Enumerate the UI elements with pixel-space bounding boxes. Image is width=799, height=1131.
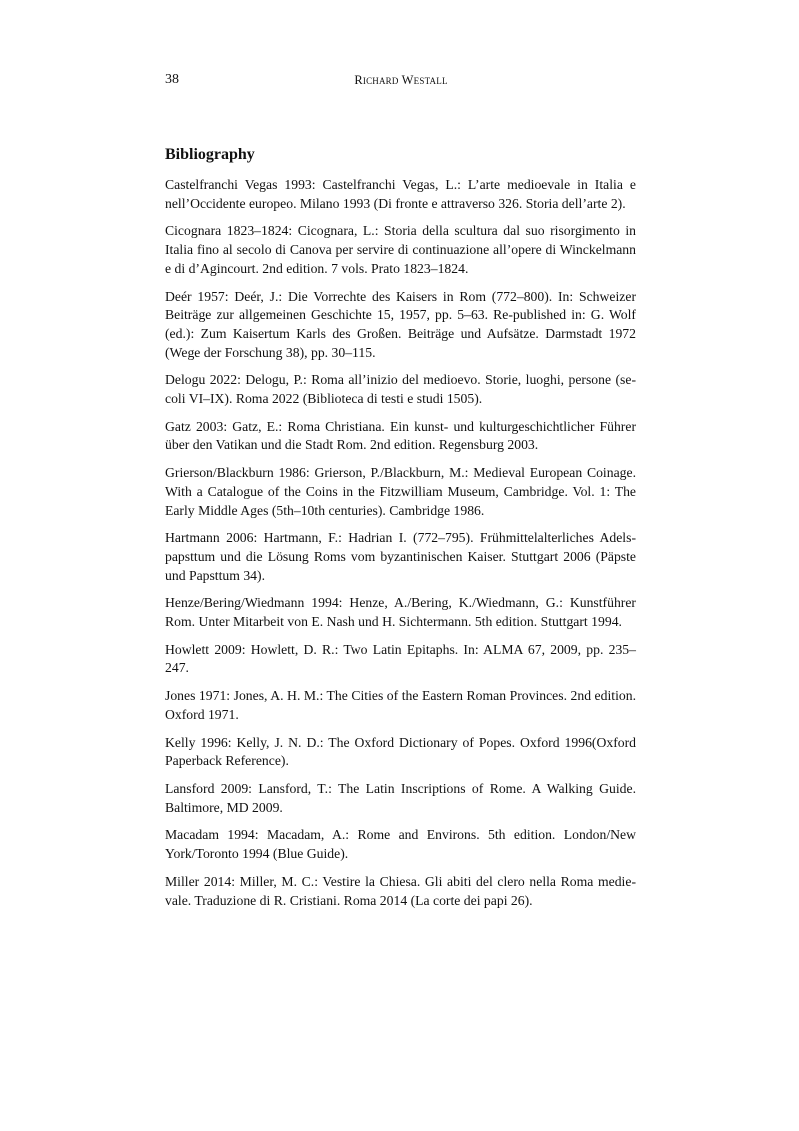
bibliography-list <box>165 176 636 910</box>
bibliography-entry: Kelly 1996: Kelly, J. N. D.: The Oxford Dictionary of Popes. Oxford 1996(Oxford Paperback Reference). <box>165 734 636 769</box>
bibliography-entry: Grierson/Blackburn 1986: Grierson, P./Blackburn, M.: Medieval European Coinage. With a Catalogue of the Coins in the Fitzwilliam Museum, Cambridge. Vol. 1: The Early Middle Ages (5th–10th centuries). Cambridge 1986. <box>165 465 636 518</box>
page-header <box>165 72 637 92</box>
bibliography-entry: Delogu 2022: Delogu, P.: Roma all’inizio del medioevo. Storie, luoghi, persone (secoli VI–IX). Roma 2022 (Biblioteca di testi e studi 1505). <box>165 372 636 407</box>
bibliography-entry: Lansford 2009: Lansford, T.: The Latin Inscriptions of Rome. A Walking Guide. Baltimore, MD 2009. <box>165 780 636 815</box>
bibliography-entry: Macadam 1994: Macadam, A.: Rome and Environs. 5th edition. London/New York/Toronto 1994 (Blue Guide). <box>165 827 636 862</box>
bibliography-entry: Gatz 2003: Gatz, E.: Roma Christiana. Ein kunst- und kulturgeschichtlicher Führer über den Vatikan und die Stadt Rom. 2nd edition. Regensburg 2003. <box>165 418 636 453</box>
running-head-author: Richard Westall <box>354 73 448 87</box>
bibliography-entry: Miller 2014: Miller, M. C.: Vestire la Chiesa. Gli abiti del clero nella Roma medievale. Traduzione di R. Cristiani. Roma 2014 (La corte dei papi 26). <box>165 873 636 908</box>
page-number: 38 <box>165 72 179 87</box>
bibliography-section <box>165 144 636 919</box>
section-title: Bibliography <box>165 146 255 163</box>
bibliography-entry: Jones 1971: Jones, A. H. M.: The Cities of the Eastern Roman Provinces. 2nd edition. Oxford 1971. <box>165 688 636 722</box>
bibliography-entry: Howlett 2009: Howlett, D. R.: Two Latin Epitaphs. In: ALMA 67, 2009, pp. 235–247. <box>165 641 636 676</box>
bibliography-entry: Castelfranchi Vegas 1993: Castelfranchi Vegas, L.: L’arte medioevale in Italia e nell’Occidente europeo. Milano 1993 (Di fronte e attraverso 326. Storia dell’arte 2). <box>165 177 636 211</box>
bibliography-entry: Cicognara 1823–1824: Cicognara, L.: Storia della scultura dal suo risorgimento in Italia fino al secolo di Canova per servire di continuazione all’opere di Winckelmann e di d’Agincourt. 2nd edition. 7 vols. Prato 1823–1824. <box>165 223 636 276</box>
bibliography-entry: Hartmann 2006: Hartmann, F.: Hadrian I. (772–795). Frühmittelalterliches Adelspapsttum und die Lösung Roms vom byzantinischen Kaiser. Stuttgart 2006 (Päpste und Papsttum 34). <box>165 530 636 583</box>
bibliography-entry: Deér 1957: Deér, J.: Die Vorrechte des Kaisers in Rom (772–800). In: Schweizer Beiträge zur allgemeinen Geschichte 15, 1957, pp. 5–63. Re-published in: G. Wolf (ed.): Zum Kaisertum Karls des Großen. Beiträge und Aufsätze. Darmstadt 1972 (Wege der Forschung 38), pp. 30–115. <box>165 288 636 360</box>
bibliography-entry: Henze/Bering/Wiedmann 1994: Henze, A./Bering, K./Wiedmann, G.: Kunstführer Rom. Unter Mitarbeit von E. Nash und H. Sichtermann. 5th edition. Stuttgart 1994. <box>165 595 636 630</box>
